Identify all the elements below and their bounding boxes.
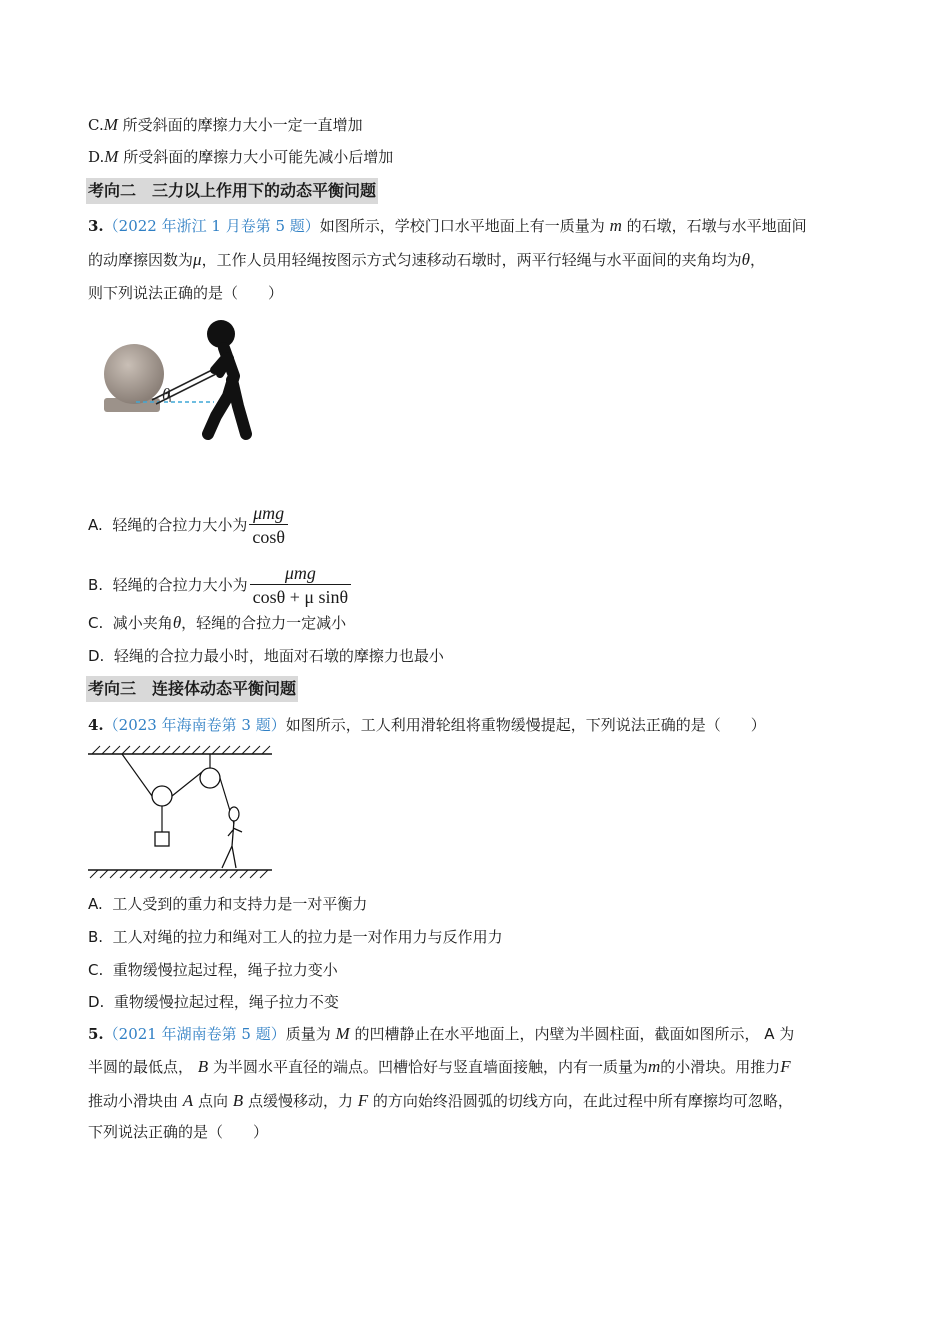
q2-option-d: D.M 所受斜面的摩擦力大小可能先减小后增加 bbox=[88, 147, 394, 166]
q3-option-b: B. 轻绳的合拉力大小为 $\frac{\text{μmg}}{\text{cosθ + μ sinθ}}$ bbox=[88, 560, 351, 610]
q3-stone-figure bbox=[96, 316, 266, 444]
q5-source: （2021 年湖南卷第 5 题） bbox=[103, 1025, 286, 1043]
rope-left bbox=[122, 754, 152, 796]
q3-option-b-fraction: $\frac{\text{μmg}}{\text{cosθ + μ sinθ}}$ bbox=[250, 562, 352, 609]
angle-theta-label: θ bbox=[162, 385, 171, 404]
q4-option-c: C. 重物缓慢拉起过程，绳子拉力变小 bbox=[88, 961, 338, 979]
worker-figure bbox=[222, 821, 242, 868]
q3-source: （2022 年浙江 1 月卷第 5 题） bbox=[103, 217, 320, 235]
q3-option-d: D. 轻绳的合拉力最小时，地面对石墩的摩擦力也最小 bbox=[88, 647, 444, 665]
section-heading-3: 考向三 连接体动态平衡问题 bbox=[86, 676, 298, 702]
q4-pulley-figure bbox=[86, 744, 274, 882]
q4-option-b: B. 工人对绳的拉力和绳对工人的拉力是一对作用力与反作用力 bbox=[88, 928, 503, 946]
q5-stem-line-4: 下列说法正确的是（ ） bbox=[88, 1123, 269, 1141]
movable-pulley bbox=[152, 786, 172, 806]
q3-stem-line-3: 则下列说法正确的是（ ） bbox=[88, 284, 284, 302]
q3-stem-line-2: 的动摩擦因数为μ，工作人员用轻绳按图示方式匀速移动石墩时，两平行轻绳与水平面间的夹角均为θ， bbox=[88, 250, 765, 269]
worker-head-icon bbox=[229, 807, 239, 821]
q4-stem: 4.（2023 年海南卷第 3 题）如图所示，工人利用滑轮组将重物缓慢提起，下列说法正确的是（ ） bbox=[88, 716, 766, 734]
weight-block bbox=[155, 832, 169, 846]
q2-option-c: C.M 所受斜面的摩擦力大小一定一直增加 bbox=[88, 115, 363, 134]
q5-stem-line-1: 5.（2021 年湖南卷第 5 题）质量为 M 的凹槽静止在水平地面上，内壁为半圆柱面，截面如图所示， A 为 bbox=[88, 1024, 795, 1043]
q3-option-a-fraction: $\frac{\text{μmg}}{\cos\theta}$ bbox=[249, 502, 288, 549]
fixed-pulley bbox=[200, 768, 220, 788]
q4-option-a: A. 工人受到的重力和支持力是一对平衡力 bbox=[88, 895, 368, 913]
q3-stem-line-1: 3.（2022 年浙江 1 月卷第 5 题）如图所示，学校门口水平地面上有一质量为 m 的石墩，石墩与水平地面间 bbox=[88, 216, 807, 235]
q5-stem-line-2: 半圆的最低点， B 为半圆水平直径的端点。凹槽恰好与竖直墙面接触，内有一质量为m的小滑块。用推力F bbox=[88, 1057, 791, 1076]
q4-option-d: D. 重物缓慢拉起过程，绳子拉力不变 bbox=[88, 993, 339, 1011]
q3-option-c: C. 减小夹角θ，轻绳的合拉力一定减小 bbox=[88, 613, 347, 632]
stone-ball bbox=[104, 344, 164, 404]
rope-middle bbox=[172, 772, 202, 796]
q4-source: （2023 年海南卷第 3 题） bbox=[103, 716, 286, 734]
q3-option-a: A. 轻绳的合拉力大小为 $\frac{\text{μmg}}{\cos\theta}$ bbox=[88, 500, 288, 550]
section-heading-2: 考向二 三力以上作用下的动态平衡问题 bbox=[86, 178, 378, 204]
q5-stem-line-3: 推动小滑块由 A 点向 B 点缓慢移动，力 F 的方向始终沿圆弧的切线方向，在此过程中所有摩擦均可忽略， bbox=[88, 1091, 793, 1110]
